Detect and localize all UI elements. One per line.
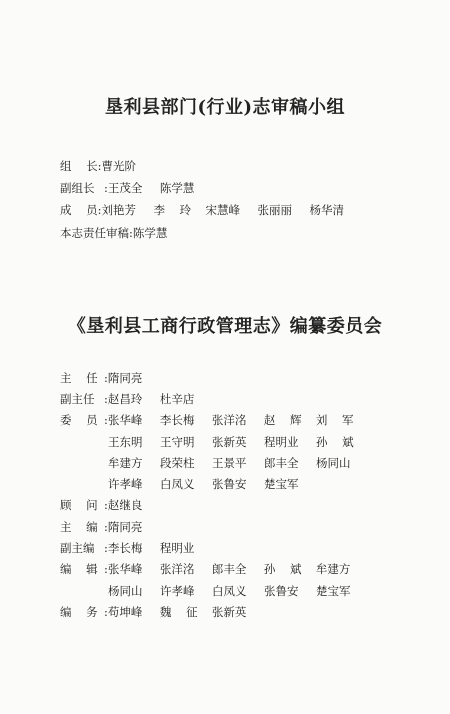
member-name: 曹光阶 xyxy=(101,159,136,174)
member-name: 杨同山 xyxy=(316,455,351,470)
role-separator: : xyxy=(97,203,102,218)
member-name: 楚宝军 xyxy=(316,583,351,598)
member-name: 张洋洺 xyxy=(211,413,247,428)
member-name: 宋慧峰 xyxy=(205,203,240,218)
roster-row xyxy=(60,580,368,601)
member-name: 王景平 xyxy=(212,455,247,470)
role-label: 组 长 xyxy=(60,159,98,174)
member-name: 郎丰全 xyxy=(211,562,247,577)
member-name: 张丽丽 xyxy=(257,203,292,218)
member-name: 杨同山 xyxy=(108,583,143,598)
role-label: 主 任 xyxy=(60,370,98,385)
member-names xyxy=(108,561,368,577)
member-name: 孙 斌 xyxy=(263,562,302,577)
role-label: 副主编 xyxy=(60,541,95,556)
member-name: 刘 军 xyxy=(315,413,354,428)
member-name: 张新英 xyxy=(212,434,247,449)
member-name: 赵继良 xyxy=(107,498,143,513)
role-separator: : xyxy=(104,519,108,534)
role-label: 委 员 xyxy=(60,413,98,428)
member-names xyxy=(108,604,264,620)
member-name: 许孝峰 xyxy=(160,583,195,598)
member-name: 张鲁安 xyxy=(264,583,299,598)
roster-row xyxy=(60,367,368,388)
roster-row xyxy=(60,473,368,494)
member-name: 程明业 xyxy=(159,541,195,556)
member-name: 白凤义 xyxy=(160,477,195,492)
member-name: 牟建方 xyxy=(108,455,143,470)
member-name: 陈学慧 xyxy=(132,225,168,240)
role-separator: : xyxy=(104,498,108,513)
member-name: 李 玲 xyxy=(153,203,192,218)
roster-row xyxy=(60,601,368,622)
member-name: 郎丰全 xyxy=(264,455,299,470)
member-names xyxy=(108,391,212,407)
member-name: 张鲁安 xyxy=(212,477,247,492)
member-name: 隋同亮 xyxy=(107,519,143,534)
roster-row xyxy=(60,452,368,473)
member-name: 牟建方 xyxy=(315,562,351,577)
member-name: 王守明 xyxy=(160,434,195,449)
role-label: 副组长 xyxy=(60,181,95,196)
role-label: 主 编 xyxy=(60,519,98,534)
member-names xyxy=(108,583,368,599)
roster-row xyxy=(60,431,368,452)
member-name: 张洋洺 xyxy=(159,562,195,577)
roster-row xyxy=(60,388,368,409)
role-separator: : xyxy=(104,604,108,619)
member-name: 隋同亮 xyxy=(107,370,143,385)
member-name: 王茂全 xyxy=(107,181,143,196)
role-separator: : xyxy=(104,562,108,577)
member-name: 张新英 xyxy=(211,604,247,619)
role-label: 编 务 xyxy=(60,604,98,619)
member-name: 李长梅 xyxy=(159,413,195,428)
role-separator: : xyxy=(104,391,108,406)
member-name: 王东明 xyxy=(108,434,143,449)
member-name: 张华峰 xyxy=(107,562,143,577)
review-group-list xyxy=(60,155,362,244)
role-separator: : xyxy=(104,541,108,556)
member-name: 苟坤峰 xyxy=(107,604,143,619)
member-names xyxy=(133,225,185,241)
member-name: 白凤义 xyxy=(212,583,247,598)
member-name: 赵昌玲 xyxy=(107,391,143,406)
roster-row xyxy=(60,516,368,537)
roster-row xyxy=(60,410,368,431)
role-separator: : xyxy=(97,159,102,174)
role-label: 成 员 xyxy=(60,203,98,218)
member-names xyxy=(102,158,154,174)
member-name: 张华峰 xyxy=(107,413,143,428)
member-names xyxy=(108,519,160,535)
member-names xyxy=(108,412,368,428)
member-name: 许孝峰 xyxy=(108,477,143,492)
committee-title: 《垦利县工商行政管理志》编纂委员会 xyxy=(67,316,383,337)
member-names xyxy=(108,180,212,196)
member-names xyxy=(108,476,316,492)
role-label: 编 辑 xyxy=(60,562,98,577)
roster-row xyxy=(60,537,368,558)
member-names xyxy=(108,540,212,556)
role-label: 副主任 xyxy=(60,391,95,406)
roster-row xyxy=(60,177,362,199)
member-names xyxy=(108,455,368,471)
member-names xyxy=(108,497,160,513)
member-name: 孙 斌 xyxy=(316,434,354,449)
member-name: 赵 辉 xyxy=(263,413,302,428)
member-name: 魏 征 xyxy=(159,604,198,619)
member-name: 李长梅 xyxy=(107,541,143,556)
member-name: 段荣柱 xyxy=(160,455,195,470)
committee-list xyxy=(60,367,368,623)
member-name: 刘艳芳 xyxy=(101,203,136,218)
roster-row xyxy=(60,222,362,244)
role-separator: : xyxy=(104,413,108,428)
role-separator: : xyxy=(104,181,108,196)
role-separator: : xyxy=(129,225,133,240)
member-names xyxy=(102,202,362,218)
member-name: 程明业 xyxy=(264,434,299,449)
member-names xyxy=(108,370,160,386)
role-separator: : xyxy=(104,370,108,385)
roster-row xyxy=(60,199,362,221)
role-label: 本志责任审稿 xyxy=(60,225,129,240)
roster-row xyxy=(60,155,362,177)
roster-row xyxy=(60,495,368,516)
member-name: 杜辛店 xyxy=(159,391,195,406)
group-title: 垦利县部门(行业)志审稿小组 xyxy=(104,97,346,118)
member-names xyxy=(108,434,368,450)
member-name: 杨华清 xyxy=(309,203,344,218)
member-name: 楚宝军 xyxy=(264,477,299,492)
member-name: 陈学慧 xyxy=(159,181,195,196)
role-label: 顾 问 xyxy=(60,498,98,513)
roster-row xyxy=(60,559,368,580)
